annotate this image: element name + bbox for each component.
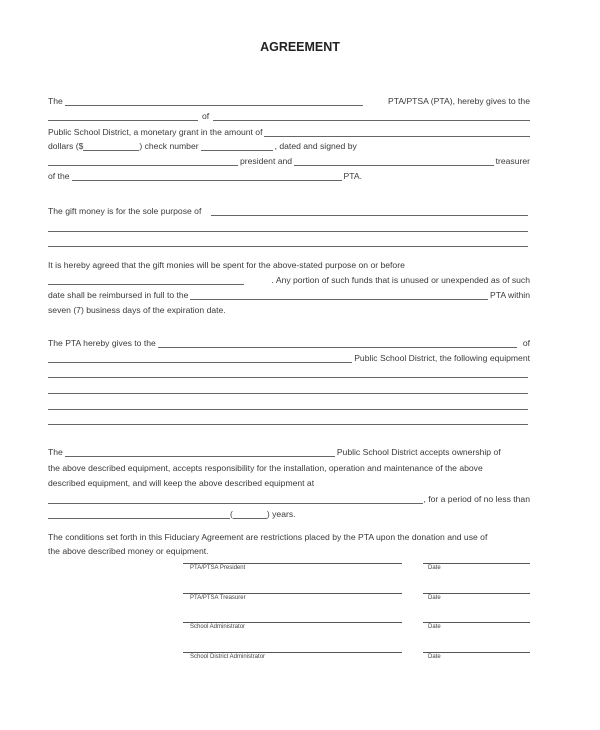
p5-line2	[48, 463, 530, 474]
date-label: Date	[428, 654, 441, 660]
date-label: Date	[428, 565, 441, 571]
date-line[interactable]	[423, 652, 530, 653]
p5-line1	[48, 447, 530, 458]
equipment-line	[48, 400, 530, 411]
text: ) years.	[266, 509, 296, 519]
p1-line5	[48, 156, 530, 167]
text: treasurer	[495, 156, 530, 166]
p6-line2	[48, 546, 530, 557]
location-blank[interactable]	[48, 495, 423, 504]
text: PTA.	[343, 171, 362, 181]
signature-label: PTA/PTSA Treasurer	[190, 595, 246, 601]
check-number-blank[interactable]	[201, 142, 273, 151]
date-line[interactable]	[423, 563, 530, 564]
p3-line4	[48, 305, 530, 316]
p4-line1	[48, 338, 530, 349]
signature-label: School Administrator	[190, 624, 246, 630]
p1-line1	[48, 96, 530, 107]
recipient-blank[interactable]	[48, 112, 198, 121]
text: president and	[240, 156, 293, 166]
text: The gift money is for the sole purpose of	[48, 206, 202, 216]
text: of	[202, 111, 210, 121]
deadline-blank[interactable]	[48, 276, 244, 285]
text: Public School District accepts ownership of	[336, 447, 501, 457]
recipient-blank[interactable]	[158, 339, 517, 348]
amount-words-blank[interactable]	[264, 128, 530, 137]
equipment-blank[interactable]	[48, 369, 528, 378]
p1-line4	[48, 141, 530, 152]
text: , for a period of no less than	[423, 494, 530, 504]
p5-line5	[48, 509, 530, 520]
text: Public School District, a monetary grant in the amount of	[48, 127, 263, 137]
p3-line2	[48, 275, 530, 286]
equipment-line	[48, 415, 530, 426]
date-label: Date	[428, 595, 441, 601]
p2-line3	[48, 237, 530, 248]
date-line[interactable]	[423, 622, 530, 623]
equipment-line	[48, 384, 530, 395]
p2-line1	[48, 206, 530, 217]
text: . Any portion of such funds that is unused or unexpended as of such	[271, 275, 530, 285]
period-words-blank[interactable]	[48, 510, 230, 519]
p6-line1	[48, 532, 530, 543]
p1-line3	[48, 127, 530, 138]
pta-name-blank[interactable]	[65, 97, 363, 106]
p1-line6	[48, 171, 530, 182]
document-title: AGREEMENT	[260, 40, 340, 54]
equipment-blank[interactable]	[48, 401, 528, 410]
text: Public School District, the following equipment	[354, 353, 530, 363]
text: of the	[48, 171, 70, 181]
text: , dated and signed by	[274, 141, 357, 151]
text: described equipment, and will keep the above described equipment at	[48, 478, 315, 488]
signature-line-school-administrator[interactable]	[183, 622, 402, 623]
date-label: Date	[428, 624, 441, 630]
text: It is hereby agreed that the gift monies will be spent for the above-stated purpose on or before	[48, 260, 405, 270]
equipment-blank[interactable]	[48, 385, 528, 394]
text: (	[230, 509, 233, 519]
text: seven (7) business days of the expiration date.	[48, 305, 226, 315]
amount-blank[interactable]	[83, 142, 139, 151]
text: PTA/PTSA (PTA), hereby gives to the	[387, 96, 530, 106]
p3-line3	[48, 290, 530, 301]
purpose-blank[interactable]	[211, 207, 528, 216]
text: The	[48, 96, 63, 106]
p5-line3	[48, 478, 530, 489]
p3-line1	[48, 260, 530, 271]
district-blank[interactable]	[65, 448, 335, 457]
purpose-blank[interactable]	[48, 238, 528, 247]
text: The	[48, 447, 63, 457]
p1-line2	[48, 111, 530, 122]
text: The conditions set forth in this Fiduciary Agreement are restrictions placed by the PTA upon the donation and use of	[48, 532, 488, 542]
signature-line-treasurer[interactable]	[183, 593, 402, 594]
text: PTA within	[490, 290, 530, 300]
text: ) check number	[139, 141, 199, 151]
text: dollars ($	[48, 141, 84, 151]
pta-blank[interactable]	[72, 172, 342, 181]
text: the above described money or equipment.	[48, 546, 209, 556]
district-blank[interactable]	[213, 112, 530, 121]
text: The PTA hereby gives to the	[48, 338, 156, 348]
text: date shall be reimbursed in full to the	[48, 290, 189, 300]
equipment-line	[48, 368, 530, 379]
signature-label: School District Administrator	[190, 654, 266, 660]
president-blank[interactable]	[48, 157, 238, 166]
date-line[interactable]	[423, 593, 530, 594]
signature-line-president[interactable]	[183, 563, 402, 564]
purpose-blank[interactable]	[48, 223, 528, 232]
pta-blank[interactable]	[190, 291, 488, 300]
text: of	[522, 338, 530, 348]
treasurer-blank[interactable]	[294, 157, 494, 166]
equipment-blank[interactable]	[48, 416, 528, 425]
p2-line2	[48, 222, 530, 233]
signature-label: PTA/PTSA President	[190, 565, 246, 571]
signature-line-district-administrator[interactable]	[183, 652, 402, 653]
p4-line2	[48, 353, 530, 364]
period-number-blank[interactable]	[233, 510, 267, 519]
p5-line4	[48, 494, 530, 505]
text: the above described equipment, accepts responsibility for the installation, operation and maintenance of the above	[48, 463, 483, 473]
district-blank[interactable]	[48, 354, 352, 363]
